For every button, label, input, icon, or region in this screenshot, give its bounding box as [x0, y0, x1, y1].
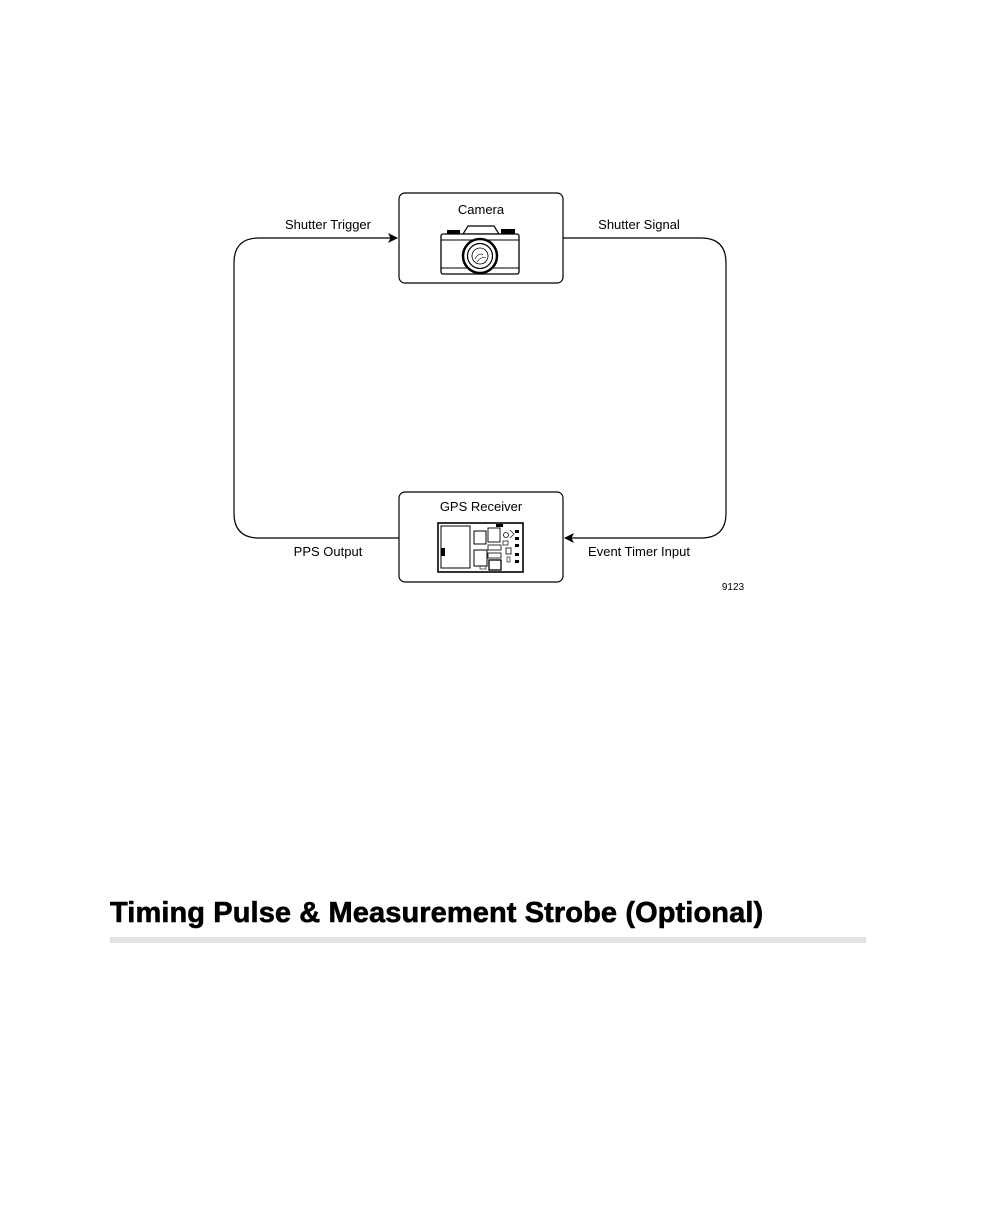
- pps-output-label: PPS Output: [293, 544, 363, 559]
- shutter-trigger-line: [234, 238, 399, 538]
- camera-title: Camera: [457, 202, 505, 217]
- shutter-trigger-label: Shutter Trigger: [285, 217, 371, 232]
- section-heading: Timing Pulse & Measurement Strobe (Optional): [110, 897, 764, 929]
- event-timer-line: [563, 238, 726, 538]
- camera-icon: [441, 226, 519, 274]
- event-timer-input-label: Event Timer Input: [588, 544, 690, 559]
- heading-underline: [110, 937, 866, 943]
- figure-number: 9123: [721, 582, 745, 593]
- shutter-signal-label: Shutter Signal: [598, 217, 680, 232]
- gps-receiver-title: GPS Receiver: [439, 499, 523, 514]
